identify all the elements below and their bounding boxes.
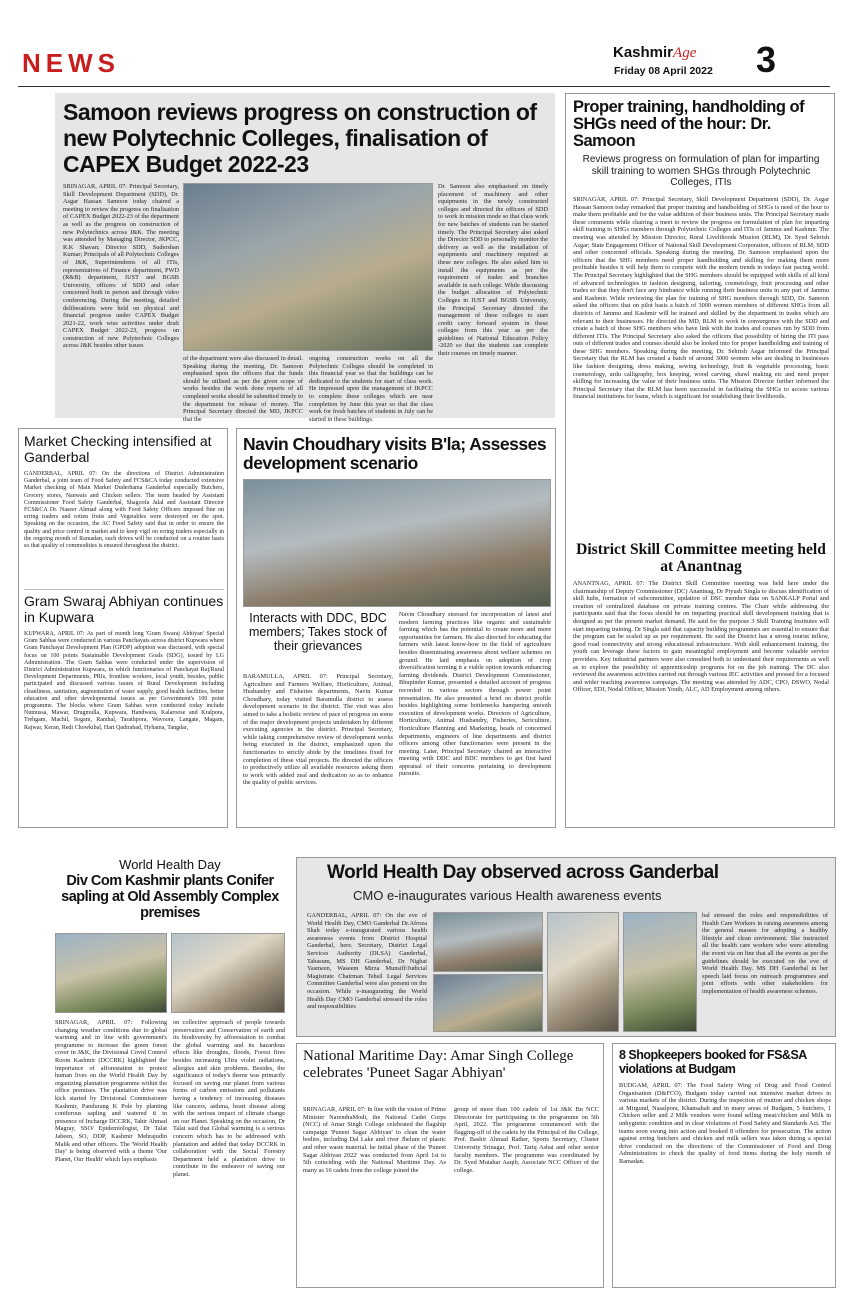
- whdg-photo-1: [433, 912, 543, 972]
- dsc-headline: District Skill Committee meeting held at Anantnag: [576, 541, 826, 575]
- whdg-col-2: bal stressed the roles and responsibilities of Health Care Workers in raising awareness among the general masses for adopting a healthy lifestyle and clean environment. She instructed all the health care workers who were attending the event via on line that all the events as per the guidelines should be executed on the eve of World Health Day. MS DH Ganderbal in her speech laid focus on outreach programmes and joint efforts with other stakeholders for implementation of health awareness schemes.: [702, 912, 828, 995]
- whdg-story: [296, 857, 836, 1037]
- maritime-col-1: SRINAGAR, APRIL 07: In line with the vision of Prime Minister NarendraModi, the National Cadet Corps (NCC) of Amar Singh College celebrated the flagship campaign 'Puneet Sagar Abhiyan' to clean the water bodies, including Dal Lake and river Jhelum of plastic and other waste material. he initial phase of the 'Puneet Sagar Abhiyan 2022' was conducted from April 1st to 5th coinciding with the National Maritime Day. As many as 16 cadets from the college joined the: [303, 1106, 446, 1174]
- shops-story: [612, 1043, 836, 1288]
- shops-headline: 8 Shopkeepers booked for FS&SA violations at Budgam: [619, 1048, 807, 1076]
- shg-body: SRINAGAR, APRIL 07: Principal Secretary, Skill Development Department (SDD), Dr. Asgar Hassan Samoon today remarked that proper training and handholding of SHGs is need of the hour to make them profitable and for the value addition of their business units. The Principal Secretary made these comments while chairing a meet to review the progress on formulation of plan for imparting skill training to SHGs members through Polytechnic Colleges and ITIs of Jammu and Kashmir. The meeting was attended by Mission Director, Rural Livelihoods Mission (RLM), Dr. Syed Sehrish Asgar; State Engagement Officer of National Skill Development Corporation, officers of RLM, SDD and other concerned officials. Speaking during the meeting, Dr. Samoon emphasised upon the officers that the SHG members need proper handholding and skilling for making them more profitable besides it will help them to compete with the modern trends in todays fast pacing world. The Principal Secretary highlighted that the SHG members should be equipped with skills of all kind of advanced technologies in fashion designing, tailoring, cosmetology, fruit processing and other trades so that they don't face any hindrance while running their business units in any part of Jammu and Kashmir. While reviewing the plan for training of SHG members through SDD, Dr. Samoon asked the officers that on pilot basis a batch of 3000 women members of different SHGs from all districts of Jammu and Kashmir will be trained and skilled by the department in trades which are relevant to their businesses. He directed the MD, RLM to work in convergence with the SDD and create a batch of those SHG members who have link with the trades and courses run by SDD from different ITIs. The Principal Secretary also asked the officers that possibility of hiring the ITI pass outs of different trades and courses should also be looked into for proper handholding and training of these SHG members. Speaking during the meeting, Dr. Sehrish Asgar informed the Principal Secretary that the RLM has created a batch of around 3000 women who are dealing in businesses like fashion designing, dress making, sewing technology, fruit & vegetable processing, basic cosmetology, urdu calligraphy, box keeping, wood carving, shawl making etc and need proper skilling for increasing the value of their business units. The Mission Director further informed the Principal Secretary that the RLM has been successful in facilitating the SHGs to access various financial institutions for loans, which is significant for establishing their livelihoods.: [573, 196, 829, 401]
- navin-col-2: Navin Choudhary stressed for incorporation of latest and modern farming practices like organic and sustainable farming which has the potential to create more and more opportunities for farmers. He also directed for educating the farmers with latest know-how in the field of agriculture besides disseminating awareness about welfare schemes on ground. He laid emphasis on adoption of crop diversification terming it a viable option towards enhancing farming dividends. District Development Commissioner, Bhupinder Kumar, presented a detailed account of progress recorded in various sectors through power point presentation. He also presented a brief on district profile besides highlighting some bottlenecks hampering smooth execution of development works. Directors of Agriculture, Horticulture, Animal Husbandry, Fisheries, Sericulture, Horticulture Planning and Marketing, heads of concerned departments, engineers of line departments and district officers among other functionaries were present in the meeting. Later, Principal Secretary chaired an interactive meeting with DDC and BDC members to get first hand appraisal of their concerns pertaining to development pursuits.: [399, 611, 551, 778]
- whd-photo-2: [171, 933, 285, 1013]
- issue-date: Friday 08 April 2022: [614, 65, 713, 77]
- shg-headline: Proper training, handholding of SHGs need of the hour: Dr. Samoon: [573, 98, 805, 150]
- navin-story: [236, 428, 556, 828]
- masthead-rule: [18, 86, 830, 87]
- brand-age: Age: [673, 45, 697, 61]
- masthead-brand: [613, 44, 723, 64]
- brand-kashmir: Kashmir: [613, 44, 674, 61]
- shg-story: [565, 93, 835, 828]
- whdg-photo-3: [547, 912, 619, 1032]
- shops-body: BUDGAM, APRIL 07: The Food Safety Wing of Drug and Food Control Organisation (D&FCO), Budgam today carried out intensive market drives in various markets of the district. During the inspection of mutton and chicken shops at Mirgund, Nasalpora, Khansahab and in many areas of Budgam, 5 butchers, 1 Chicken seller and 2 Milk vendors were found selling meat/chicken and Milk in unhygienic condition and in clear violations of Food Safety and Standards Act. The teams soon swung into action and booked 8 offenders for prosecution. The action against erring butchers and chicken and milk sellers was taken during a special drive conducted on the directions of the Commissioner of Food and Drug Administration to check the quality of food items during the holy month of Ramadan.: [619, 1082, 831, 1165]
- market-headline: Market Checking intensified at Ganderbal: [24, 433, 212, 465]
- navin-col-1: BARAMULLA, APRIL 07: Principal Secretary, Agriculture and Farmers Welfare, Horticulture, Animal, Husbandry and Fisheries departments, Navin Kumar Choudhary, today visited Baramulla district to assess development scenario in the district. The visit was also aimed to take a holistic review of pace of progress on some of the major development projects undertaken by different executing agencies in the district. Principal Secretary, while taking comprehensive review of development works being executed in the district, emphasized upon the functionaries to strictly abide by the timelines fixed for completion of these vital projects. He directed the officers to productively utilize all available resources asking them to work with added zeal and dedication so as to enhance the quality of public services.: [243, 673, 393, 787]
- whd-col-1: SRINAGAR, APRIL 07: Following changing weather conditions due to global warming and in line with government's programme to increase the green forest cover in J&K, the Divisional Covid Control Room Kashmir (DCCRK) highlighted the importance of afforestation to protect human lives on the World Health Day by organizing plantation programme within the office premises. The plantation drive was kick started by Divisional Commissioner Kashmir, Pandurang K Pole by planting coniferous sapling and watered it in presence of Incharge DCCRK, Tahir Ahmad Magray, SSO/ Epidemiologist, Dr Talat Jabeen, SO, DDP, Kashmir Mehrajudin Malik and other officers. The 'World Health Day' is being observed with a theme 'Our Planet, Our Health' which lays emphasis: [55, 1019, 167, 1163]
- whd-story: [55, 857, 285, 1287]
- main-photo-meeting: [183, 183, 433, 351]
- dsc-body: ANANTNAG, APRIL 07: The District Skill Committee meeting was held here under the chairmanship of Deputy Commissioner (DC) Anantnag, Dr Piyush Singla to discuss identification of skill hubs, formation of subcommittee, updation of DSC member data on SANKALP Portal and creation of centralized database on private training centres. The Chair while addressing the participants said that the focus should be on imparting practical skill development training that is designed as per the present market demand. He said for the purpose 3 Skill Training Institutes will start imparting training. Dr Singla said that capacity building programmes are essential to ensure that the program can be scaled up as per requirement. He said the District has a strong tourist inflow, good road connectivity and strong educational infrastructure. With skill enhancement training, the youth can leverage these factors to gain meaningful employment and become valuable service providers. Key industrial partners were also consulted both to understand their requirements as well as to explore the possibility of apprenticeship programs for on the job training. The DC also reviewed the awareness activities carried out through various IEC activities and pressed for a focused and wider reaching awareness campaign. The meeting was attended by ADC, CPO, DSWO, Nodal Officer, EDI, Nodal Officer, Mission Youth, ALC, AD Employment among others.: [573, 580, 829, 694]
- whdg-col-1: GANDERBAL, APRIL 07: On the eve of World Health Day, CMO Ganderbal Dr.Afroza Shah today e-inaugurated various health awareness events from District Hospital Ganderbal, here. Secretary, District Legal Services Authority (DLSA) Ganderbal, Tabasum, MS DH Ganderbal, Dr Nighat Yasmeen, Waseem Mirza Munsiff/Judicial Magistrate Chairman Tehsil Legal Services Committee Ganderbal were also present on the occasion. While e-inaugurating the World Health Day CMO Ganderbal stressed the roles and responsibilities: [307, 912, 427, 1011]
- navin-subhead: Interacts with DDC, BDC members; Takes stock of their grievances: [248, 611, 387, 653]
- gram-body: KUPWARA, APRIL 07: As part of month long 'Gram Swaraj Abhiyan' Special Gram Sabhas were conducted in various Panchayats across district Kupwara where Gram Panchayat Development Plan (GPDP) adoption was discussed, with special focus on 100 points Sustainable Development Goals (SDG), issued by LG Administration. The Gram Sabhas were conducted under the supervision of District Administration Kupwara, in which functionaries of Panchayat Raj/Rural Development Departments, PRIs, frontline workers, local youth, besides, public participated and discussed various issues of Rural Development including cleanliness, sanitation, augmentation of water supply, good health facilities, better education and other developmental issues as per Government's 100 point programme. The blocks where Gram Sabhas were conducted today include Nutnussa, Mawar, Drugmulla, Kupwara, Handwara, Kalaroose and Kralpora, Trehgam, Machil, Sogam, Ramhal, Tarathpora, Wavoora, Langate, Magam, Rajwar, Keran, Redi Chowkibal, Hari Qadirabad, Hyhama, Tangdar,: [24, 631, 224, 731]
- main-headline: Samoon reviews progress on construction of new Polytechnic Colleges, finalisation of CAPEX Budget 2022-23: [63, 99, 537, 177]
- maritime-headline: National Maritime Day: Amar Singh College celebrates 'Puneet Sagar Abhiyan': [303, 1048, 574, 1081]
- shg-subhead: Reviews progress on formulation of plan for imparting skill training to women SHGs through Polytechnic Colleges, ITIs: [582, 154, 820, 188]
- market-story: [18, 428, 228, 828]
- main-col-4: Dr. Samoon also emphasised on timely placement of machinery and other equipments in the newly constructed colleges and directed the officers of SDD to work in mission mode so that class work for new batches of students can be started timely. The Principal Secretary also asked the Director SDD to personally monitor the delivery as well as the installation of equipments and machinery required at these new colleges. He also asked him to install the equipments as per the requirement of trades and branches available in each college. While discussing the budget allocation of Polytechnic Colleges in IUST and BGSB University, the Principal Secretary directed the management of these colleges to start credit carry forward system in these colleges from this year as per the guidelines of National Education Policy -2020 so that the students can complete their courses on timely manner.: [438, 183, 548, 358]
- whd-col-2: on collective approach of people towards preservation and Conservation of earth and its biodiversity by afforestation to combat the global warming and its hazardous effects like droughts, floods, Forest fires besides increasing Ultra violet radiations, allergies and skin problems. Besides, the significance of today's theme was primarily focused on saving our planet from various forms of carbon emissions and pollutants having a tendency of increasing diseases like cancers, asthma, heart disease along with the serious impact of climate change on our Planet. Speaking on the occasion, Dr Talat said that Global warming is a serious concern which has to be addressed with plantation and added that today DCCRK in collaboration with the Social Forestry Department held a plantation drive to contribute in the endeavor of saving our planet.: [173, 1019, 285, 1178]
- gram-headline: Gram Swaraj Abhiyan continues in Kupwara: [24, 593, 224, 625]
- whdg-subhead: CMO e-inaugurates various Health awareness events: [353, 888, 662, 903]
- market-body: GANDERBAL, APRIL 07: On the directions of District Administration Ganderbal, a joint team of Food Safety and FCS&CA today conducted extensive Market checking of Main Market Duderhama Ganderbal especially Butchers, Grocery stores, Nanwais and Chicken sellers. The team headed by Assistant Commissioner Food Safety Ganderbal, Shagoofa Jalal and Assistant Director FCS&CA Dr. Naseer Ahmad along with Food Safety Officers imposed fine on erring traders and rotten fruits and Vegetables were destroyed on the spot. Speaking on the occasion, the AC Food Safety said that in order to ensure the quality and price control in market and to keep vigil on erring traders especially in the ongoing month of Ramadan, such drives will be conducted on a routine basis so that quality of commodities is ensured throughout the district.: [24, 471, 224, 550]
- whd-photo-1: [55, 933, 167, 1013]
- market-divider: [24, 589, 224, 590]
- main-col-1: SRINAGAR, APRIL 07: Principal Secretary, Skill Development Department (SDD), Dr. Asgar Hassan Samoon today chaired a meeting to review the progress on finalisation of CAPEX Budget 2022-23 of the department as well as the progress on construction of new Polytechnics across J&K. The meeting was attended by Managing Director, JKPCC, R.K Shavan; Director SDD, Sudershan Kumar; Principals of all Polytechnic Colleges of J&K, Superintendents of all ITIs, representatives of Finance department, PWD (R&B) department, IUST and BGSB University, officers of SDD and other concerned both in person and through video conferencing. During the meeting, detailed deliberations were held on physical and financial progress under CAPEX Budget 2021-22, work wise activities under draft CAPEX Budget 2022-23, progress on construction of new Polytechnic Colleges across J&K besides other issues: [63, 183, 179, 350]
- main-col-3: ongoing construction works on all the Polytechnic Colleges should be completed in this financial year so that the buildings can be dedicated to the students for start of class work. He impressed upon the management of JKPCC to complete these colleges which are near completion by June this year so that the class work for fresh batches of students in July can be started in these buildings.: [309, 355, 433, 423]
- whd-kicker: World Health Day: [119, 857, 221, 872]
- whd-headline: Div Com Kashmir plants Conifer sapling at Old Assembly Complex premises: [61, 873, 279, 921]
- whdg-headline: World Health Day observed across Ganderbal: [327, 862, 719, 883]
- main-story: [55, 93, 555, 423]
- navin-photo: [243, 479, 551, 607]
- whdg-photo-4: [623, 912, 697, 1032]
- main-col-2: of the department were also discussed in detail. Speaking during the meeting, Dr. Samoon emphasised upon the officers that the funds should be utilised as per the given scope of works besides the work done reports of all completed works should be submitted timely to the department for release of money. The Principal Secretary directed the MD, JKPCC that the: [183, 355, 303, 423]
- maritime-col-2: group of more than 100 cadets of 1st J&K Bn NCC Directorate for participating in the programme on 5th April, 2022. The programme commenced with the flagging-off of the cadets by the Principal of the College, Prof. Bashir Ahmad Rather, Sports Secretary, Cluster University Srinagar, Prof. Tariq Ashai and other senior faculty members. The programme was coordinated by Dr. Syed Mutahar Aaqib, Associate NCC Officer of the college.: [454, 1106, 599, 1174]
- navin-headline: Navin Choudhary visits B'la; Assesses development scenario: [243, 434, 547, 473]
- page-number: 3: [756, 39, 777, 80]
- section-label: NEWS: [22, 48, 120, 78]
- maritime-story: [296, 1043, 604, 1288]
- whdg-photo-2: [433, 974, 543, 1032]
